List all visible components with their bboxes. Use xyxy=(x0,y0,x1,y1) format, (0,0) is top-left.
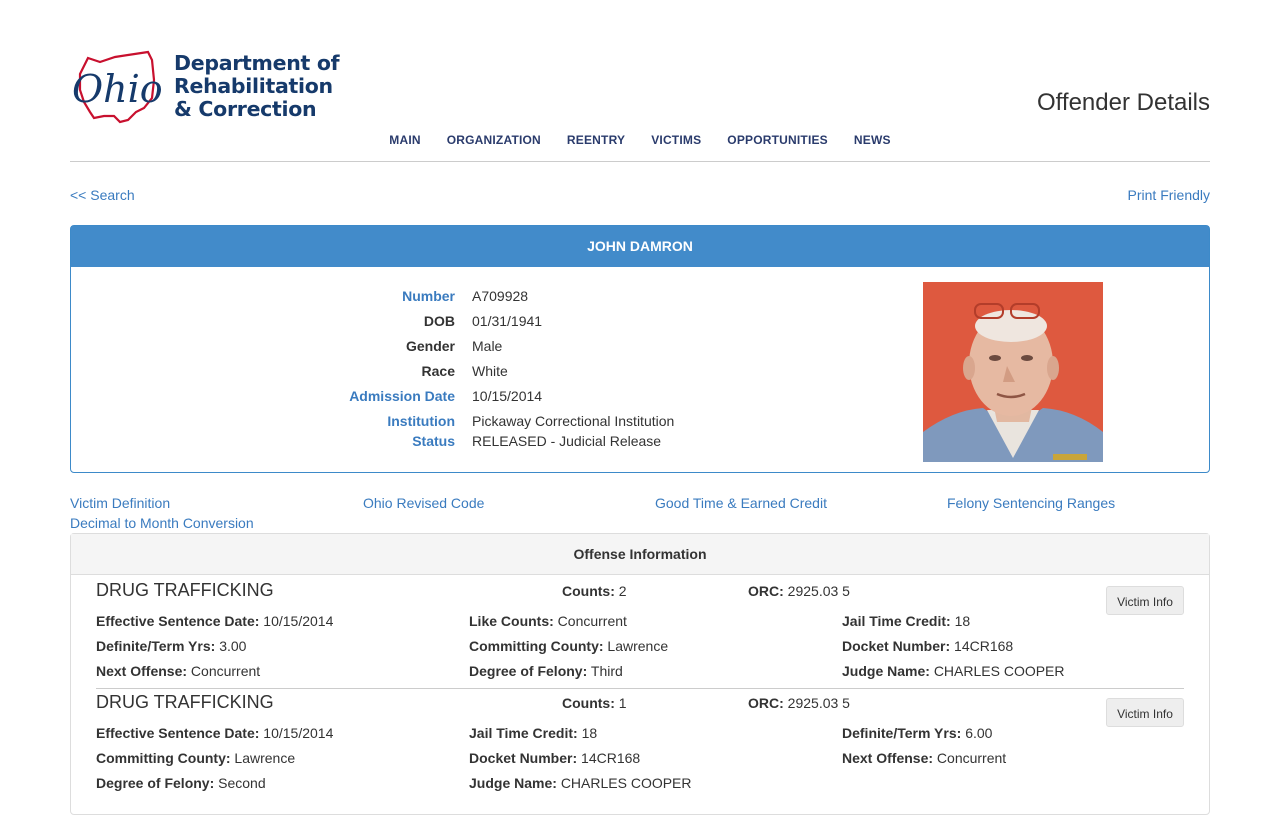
offense-field-value: Concurrent xyxy=(190,663,261,679)
page-title: Offender Details xyxy=(1037,89,1210,116)
offense-field xyxy=(96,725,333,741)
offense-field-value: 14CR168 xyxy=(954,638,1014,654)
offense-field-value: Second xyxy=(218,775,266,791)
victim-definition-link[interactable]: Victim Definition xyxy=(70,495,171,511)
victim-info-button[interactable]: Victim Info xyxy=(1106,698,1184,727)
offense-field-label: Committing County: xyxy=(469,638,604,654)
counts-label: Counts: xyxy=(562,583,615,599)
offense-field-label: Committing County: xyxy=(96,750,231,766)
offense-field-value: 18 xyxy=(581,725,598,741)
orc-label: ORC: xyxy=(748,583,784,599)
offense-field-value: Lawrence xyxy=(234,750,296,766)
offense-field-label: Judge Name: xyxy=(469,775,557,791)
offense-field-value: Concurrent xyxy=(936,750,1007,766)
offense-field-label: Degree of Felony: xyxy=(96,775,215,791)
offender-photo xyxy=(923,282,1103,462)
decimal-to-month-link[interactable]: Decimal to Month Conversion xyxy=(70,515,254,531)
offense-field-label: Judge Name: xyxy=(842,663,930,679)
offense-field-label: Docket Number: xyxy=(469,750,578,766)
offense-field-value: 18 xyxy=(954,613,971,629)
field-label[interactable]: Status xyxy=(412,433,455,449)
offense-field-label: Definite/Term Yrs: xyxy=(842,725,962,741)
offense-field xyxy=(842,725,992,741)
nav-reentry[interactable]: REENTRY xyxy=(566,133,626,147)
nav-news[interactable]: NEWS xyxy=(853,133,891,147)
nav-main[interactable]: MAIN xyxy=(389,133,421,147)
offense-item xyxy=(96,692,1184,804)
offense-field xyxy=(469,725,597,741)
offense-field-value: 3.00 xyxy=(219,638,247,654)
offense-divider xyxy=(96,688,1184,689)
offense-title: DRUG TRAFFICKING xyxy=(96,580,274,600)
field-label: Race xyxy=(421,363,455,379)
offense-heading: Offense Information xyxy=(71,534,1209,575)
field-label: DOB xyxy=(423,313,455,329)
orc-value: 2925.03 5 xyxy=(787,695,850,711)
offense-item xyxy=(96,580,1184,692)
counts-value: 1 xyxy=(618,695,627,711)
main-nav xyxy=(0,133,1280,147)
field-status xyxy=(71,424,871,449)
offense-field-value: Third xyxy=(590,663,623,679)
logo-title xyxy=(174,52,339,121)
offense-field xyxy=(469,638,668,654)
offense-field-label: Docket Number: xyxy=(842,638,951,654)
offense-field xyxy=(96,638,246,654)
good-time-earned-credit-link[interactable]: Good Time & Earned Credit xyxy=(655,495,827,511)
offense-field xyxy=(469,775,692,791)
offense-field xyxy=(96,613,333,629)
counts-label: Counts: xyxy=(562,695,615,711)
counts-value: 2 xyxy=(618,583,627,599)
field-value: Male xyxy=(472,338,503,354)
ohio-state-outline-icon xyxy=(70,50,174,125)
offense-field-value: 10/15/2014 xyxy=(263,725,334,741)
offense-field-label: Definite/Term Yrs: xyxy=(96,638,216,654)
offense-field xyxy=(842,750,1006,766)
offense-field-label: Effective Sentence Date: xyxy=(96,613,260,629)
field-label[interactable]: Admission Date xyxy=(349,388,455,404)
field-number xyxy=(71,279,871,304)
offense-field-label: Effective Sentence Date: xyxy=(96,725,260,741)
logo-script: Ohio xyxy=(72,67,163,111)
offense-field xyxy=(842,663,1065,679)
offense-field xyxy=(96,663,260,679)
offense-field-label: Degree of Felony: xyxy=(469,663,588,679)
offender-name: JOHN DAMRON xyxy=(71,226,1209,267)
field-value: White xyxy=(472,363,508,379)
offense-field-value: CHARLES COOPER xyxy=(560,775,692,791)
field-label[interactable]: Number xyxy=(402,288,455,304)
print-friendly-link[interactable]: Print Friendly xyxy=(1127,187,1210,203)
odrc-logo[interactable] xyxy=(70,50,340,125)
felony-sentencing-ranges-link[interactable]: Felony Sentencing Ranges xyxy=(947,495,1116,511)
offense-counts xyxy=(562,583,627,599)
logo-line: Department of xyxy=(174,51,340,75)
field-value: RELEASED - Judicial Release xyxy=(472,433,662,449)
field-value: A709928 xyxy=(472,288,529,304)
offense-field-value: CHARLES COOPER xyxy=(933,663,1065,679)
offense-field-label: Next Offense: xyxy=(842,750,934,766)
offense-field-label: Next Offense: xyxy=(96,663,188,679)
offense-panel xyxy=(70,533,1210,815)
offense-field-value: 6.00 xyxy=(965,725,993,741)
offense-field-label: Jail Time Credit: xyxy=(842,613,951,629)
offender-fields xyxy=(71,279,871,449)
logo-line: & Correction xyxy=(174,97,317,121)
offense-title: DRUG TRAFFICKING xyxy=(96,692,274,712)
offense-field-value: Lawrence xyxy=(607,638,669,654)
offense-field xyxy=(842,613,970,629)
field-dob xyxy=(71,304,871,329)
offense-field-label: Like Counts: xyxy=(469,613,554,629)
orc-value: 2925.03 5 xyxy=(787,583,850,599)
field-race xyxy=(71,354,871,379)
nav-opportunities[interactable]: OPPORTUNITIES xyxy=(727,133,828,147)
offense-field-value: Concurrent xyxy=(557,613,627,629)
nav-organization[interactable]: ORGANIZATION xyxy=(446,133,541,147)
offense-field xyxy=(469,750,640,766)
field-label: Gender xyxy=(405,338,455,354)
orc-label: ORC: xyxy=(748,695,784,711)
offense-orc xyxy=(748,695,850,711)
offense-field xyxy=(842,638,1013,654)
offense-field-value: 14CR168 xyxy=(581,750,641,766)
offense-field-label: Jail Time Credit: xyxy=(469,725,578,741)
back-to-search-link[interactable]: << Search xyxy=(70,187,135,203)
offense-field-value: 10/15/2014 xyxy=(263,613,334,629)
offender-panel xyxy=(70,225,1210,473)
offense-orc xyxy=(748,583,850,599)
ohio-revised-code-link[interactable]: Ohio Revised Code xyxy=(363,495,485,511)
field-value: 01/31/1941 xyxy=(472,313,543,329)
nav-victims[interactable]: VICTIMS xyxy=(651,133,702,147)
field-value: 10/15/2014 xyxy=(472,388,543,404)
offense-field xyxy=(96,750,295,766)
field-gender xyxy=(71,329,871,354)
field-admission-date xyxy=(71,379,871,404)
header-divider xyxy=(70,161,1210,162)
offense-field xyxy=(96,775,266,791)
offense-counts xyxy=(562,695,627,711)
offense-field xyxy=(469,613,627,629)
field-label[interactable]: Institution xyxy=(387,413,455,429)
victim-info-button[interactable]: Victim Info xyxy=(1106,586,1184,615)
field-value: Pickaway Correctional Institution xyxy=(472,413,675,429)
logo-line: Rehabilitation xyxy=(174,74,333,98)
offense-field xyxy=(469,663,623,679)
